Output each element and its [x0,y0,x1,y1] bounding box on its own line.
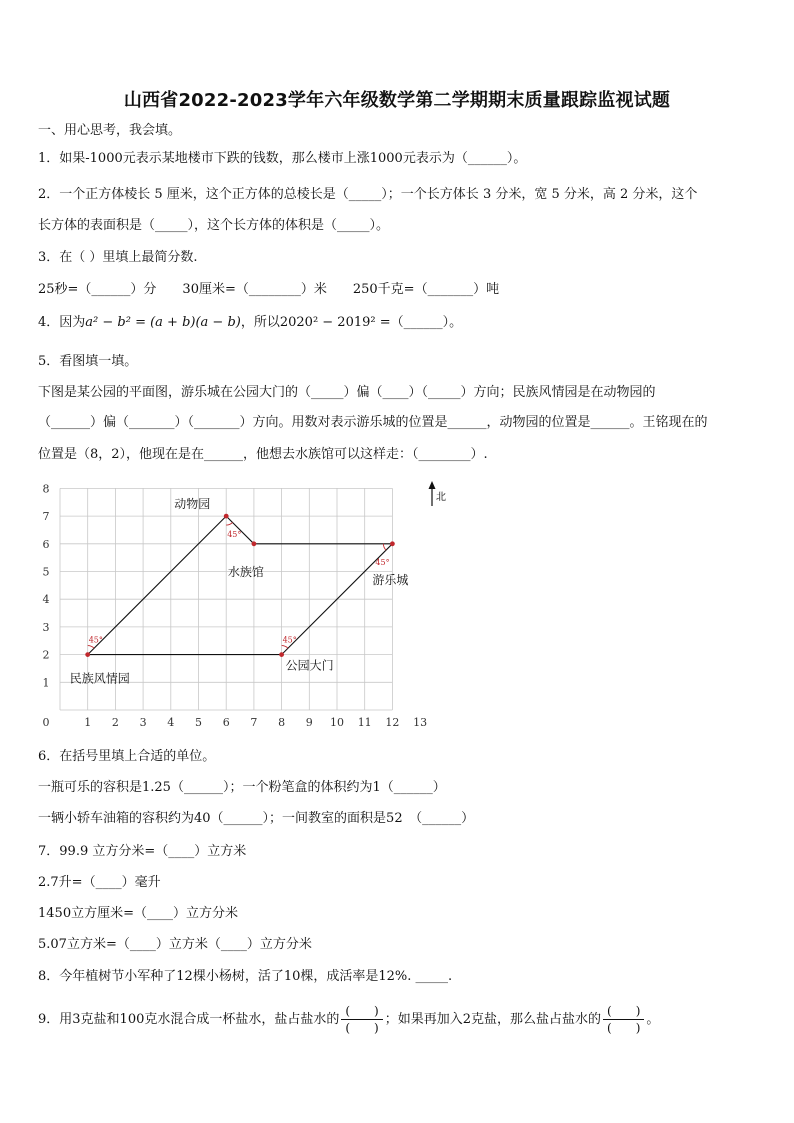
gate-label: 公园大门 [285,658,334,673]
park-map [30,478,450,728]
question-9 [38,1003,659,1036]
amusement-label: 游乐城 [372,572,409,587]
angle-label: 45° [227,530,242,540]
page-title: 山西省2022-2023学年六年级数学第二学期期末质量跟踪监视试题 [123,90,671,111]
question-4-formula: a² − b² = (a + b)(a − b) [85,315,241,330]
question-7-line1: 7．99.9 立方分米=（____）立方米 [38,844,247,859]
question-3-items: 25秒=（______）分 30厘米=（________）米 250千克=（_______）吨 [38,282,500,297]
question-4 [38,314,462,332]
angle-arc-folk [88,646,94,649]
angle-arc-gate [282,646,288,649]
question-9-suffix: 。 [646,1012,660,1027]
y-tick-label: 6 [42,537,50,551]
north-arrow-icon [429,481,447,506]
zoo-point [224,514,229,519]
x-tick-label: 13 [413,716,428,728]
question-7-line3: 1450立方厘米=（____）立方分米 [38,906,238,921]
section-heading: 一、用心思考，我会填。 [38,123,182,138]
x-tick-label: 7 [250,716,258,728]
folk-label: 民族风情园 [69,671,130,686]
angle-arc-zoo [226,522,232,525]
x-tick-label: 8 [278,716,286,728]
question-2-line2: 长方体的表面积是（_____），这个长方体的体积是（_____）。 [38,218,390,233]
question-7-line2: 2.7升=（____）毫升 [38,875,161,890]
x-tick-label: 2 [111,716,119,728]
place-labels [70,496,409,685]
question-5-line1: 下图是某公园的平面图，游乐城在公园大门的（_____）偏（____）（_____）方向；民族风情园是在动物园的 [38,385,656,400]
gate-point [279,652,284,657]
x-tick-label: 1 [84,716,92,728]
folk-point [85,652,90,657]
x-tick-label: 11 [357,716,372,728]
y-tick-label: 7 [42,510,50,524]
question-6-line1: 一瓶可乐的容积是1.25（______）；一个粉笔盒的体积约为1（______） [38,780,446,795]
fraction-blank-2: $\frac{( )}{( )}$ [603,1003,644,1036]
angle-arc-amusement [383,544,386,550]
question-7-line4: 5.07立方米=（____）立方米（____）立方分米 [38,937,312,952]
fraction-blank-1: $\frac{( )}{( )}$ [341,1003,382,1036]
question-5: 5．看图填一填。 [38,354,138,369]
question-6: 6．在括号里填上合适的单位。 [38,749,216,764]
angle-label: 45° [375,557,390,567]
question-8: 8．今年植树节小军种了12棵小杨树，活了10棵，成活率是12%. _____. [38,969,453,984]
zoo-label: 动物园 [174,497,211,512]
question-2-line1: 2．一个正方体棱长 5 厘米，这个正方体的总棱长是（_____）；一个长方体长 3 分米，宽 5 分米，高 2 分米，这个 [38,187,698,202]
y-tick-label: 4 [42,593,50,607]
question-4-suffix: （______）。 [390,315,463,330]
angle-label: 45° [282,635,297,645]
question-4-prefix: 4．因为 [38,315,86,330]
aquarium-label: 水族馆 [227,564,264,579]
x-tick-label: 9 [305,716,313,728]
y-tick-label: 3 [42,620,50,634]
x-tick-label: 0 [42,716,50,728]
question-3: 3．在（ ）里填上最简分数. [38,250,198,265]
question-9-mid: ；如果再加入2克盐，那么盐占盐水的 [384,1012,602,1027]
x-tick-label: 5 [195,716,202,728]
amusement-point [390,541,395,546]
aquarium-point [252,541,257,546]
y-tick-label: 5 [42,565,50,579]
angle-label: 45° [88,635,103,645]
y-tick-label: 2 [42,648,50,662]
question-5-line2: （______）偏（_______）（_______）方向。用数对表示游乐城的位置是______，动物园的位置是______。王铭现在的 [38,415,708,430]
x-tick-label: 10 [330,716,344,728]
question-4-formula2: 2020² − 2019² = [279,315,391,330]
x-tick-label: 6 [222,716,230,728]
y-tick-label: 8 [42,482,50,496]
question-5-line3: 位置是（8，2），他现在是在______，他想去水族馆可以这样走：（________）. [38,447,488,462]
north-label: 北 [436,492,446,503]
x-tick-label: 12 [385,716,400,728]
x-tick-label: 4 [167,716,175,728]
axis-labels [43,482,428,728]
question-6-line2: 一辆小轿车油箱的容积约为40（______）；一间教室的面积是52 （______） [38,811,475,826]
question-9-prefix: 9．用3克盐和100克水混合成一杯盐水，盐占盐水的 [38,1012,340,1027]
question-4-mid: ，所以 [240,315,280,330]
x-tick-label: 3 [139,716,147,728]
question-1: 1．如果-1000元表示某地楼市下跌的钱数，那么楼市上涨1000元表示为（______）。 [38,151,527,166]
y-tick-label: 1 [42,676,50,690]
